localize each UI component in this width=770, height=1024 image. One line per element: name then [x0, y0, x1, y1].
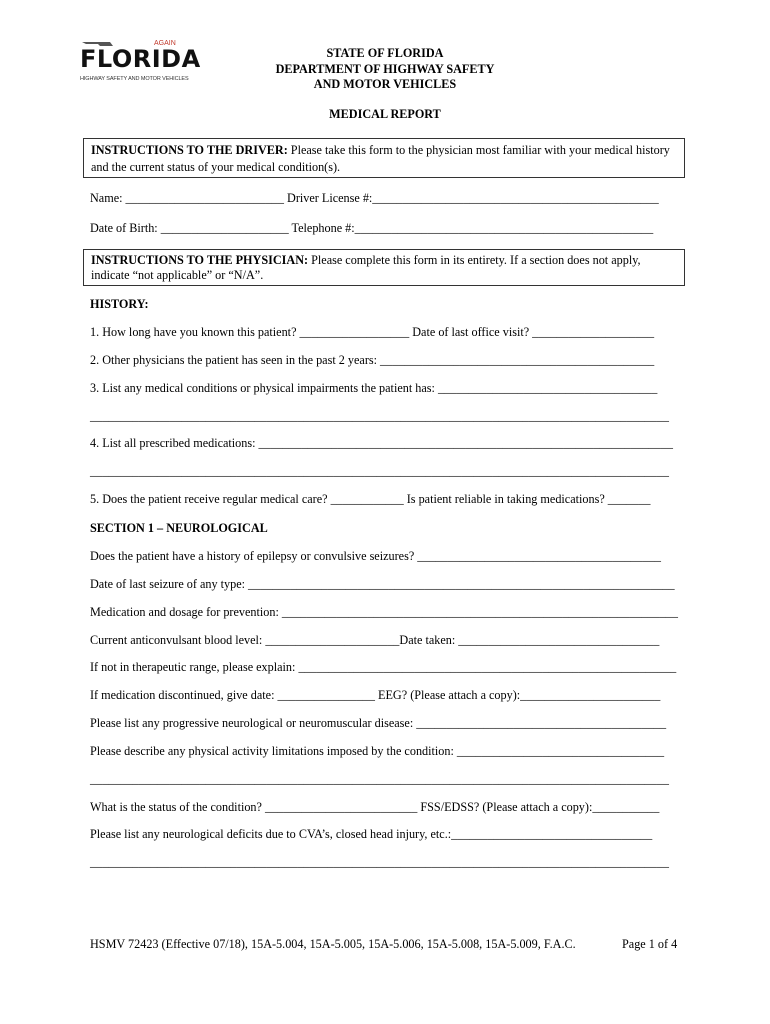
physician-instructions-text: Please complete this form in its entirety. If a section does not apply, indicate “not applicable” or “N/A”. [91, 253, 641, 282]
form-identifier: HSMV 72423 (Effective 07/18), 15A-5.004, 15A-5.005, 15A-5.006, 15A-5.008, 15A-5.009, F.A.C. [90, 937, 576, 951]
section1-q7[interactable]: Please list any progressive neurological or neuromuscular disease: _________________________________________ [90, 716, 667, 730]
history-q3-continuation[interactable]: _______________________________________________________________________________________________ [90, 409, 669, 423]
logo-subtitle: HIGHWAY SAFETY AND MOTOR VEHICLES [80, 76, 189, 82]
section1-heading: SECTION 1 – NEUROLOGICAL [90, 521, 268, 535]
section1-q2[interactable]: Date of last seizure of any type: ______________________________________________________________________ [90, 577, 675, 591]
section1-q10-continuation[interactable]: _______________________________________________________________________________________________ [90, 855, 669, 869]
section1-q1[interactable]: Does the patient have a history of epilepsy or convulsive seizures? ________________________________________ [90, 549, 662, 563]
history-q5[interactable]: 5. Does the patient receive regular medical care? ____________ Is patient reliable in taking medications? _______ [90, 492, 651, 506]
section1-q8[interactable]: Please describe any physical activity limitations imposed by the condition: __________________________________ [90, 744, 665, 758]
physician-instructions-label: INSTRUCTIONS TO THE PHYSICIAN: [91, 253, 309, 267]
page-number: Page 1 of 4 [622, 937, 678, 951]
section1-q4[interactable]: Current anticonvulsant blood level: ______________________Date taken: _________________________________ [90, 633, 660, 647]
history-q1[interactable]: 1. How long have you known this patient? __________________ Date of last office visit? ____________________ [90, 325, 655, 339]
physician-instructions-box [83, 249, 685, 286]
florida-logo [80, 40, 201, 86]
logo-tag: AGAIN [154, 40, 176, 47]
section1-q8-continuation[interactable]: _______________________________________________________________________________________________ [90, 772, 669, 786]
header-department-cont: AND MOTOR VEHICLES [313, 77, 457, 91]
history-q2[interactable]: 2. Other physicians the patient has seen in the past 2 years: _____________________________________________ [90, 353, 655, 367]
history-q3[interactable]: 3. List any medical conditions or physical impairments the patient has: ____________________________________ [90, 381, 658, 395]
section1-q10[interactable]: Please list any neurological deficits due to CVA’s, closed head injury, etc.:_________________________________ [90, 827, 653, 841]
driver-instructions-box [83, 138, 685, 178]
history-heading: HISTORY: [90, 297, 149, 311]
header-state: STATE OF FLORIDA [326, 46, 444, 60]
section1-q5[interactable]: If not in therapeutic range, please explain: ______________________________________________________________ [90, 660, 677, 674]
header-department: DEPARTMENT OF HIGHWAY SAFETY [275, 62, 495, 76]
name-license-field[interactable]: Name: __________________________ Driver License #:_______________________________________________ [90, 191, 659, 205]
section1-q6[interactable]: If medication discontinued, give date: ________________ EEG? (Please attach a copy):_______________________ [90, 688, 661, 702]
history-q4-continuation[interactable]: _______________________________________________________________________________________________ [90, 464, 669, 478]
section1-q9[interactable]: What is the status of the condition? _________________________ FSS/EDSS? (Please attach a copy):___________ [90, 800, 660, 814]
driver-instructions-text: Please take this form to the physician most familiar with your medical history and the current status of your medical condition(s). [91, 143, 670, 174]
history-q4[interactable]: 4. List all prescribed medications: ____________________________________________________________________ [90, 436, 673, 450]
section1-q3[interactable]: Medication and dosage for prevention: _________________________________________________________________ [90, 605, 678, 619]
logo-name: FLORIDA [80, 45, 201, 73]
dob-telephone-field[interactable]: Date of Birth: _____________________ Telephone #:_________________________________________________ [90, 221, 654, 235]
page-title: MEDICAL REPORT [329, 107, 441, 121]
driver-instructions-label: INSTRUCTIONS TO THE DRIVER: [91, 143, 288, 157]
